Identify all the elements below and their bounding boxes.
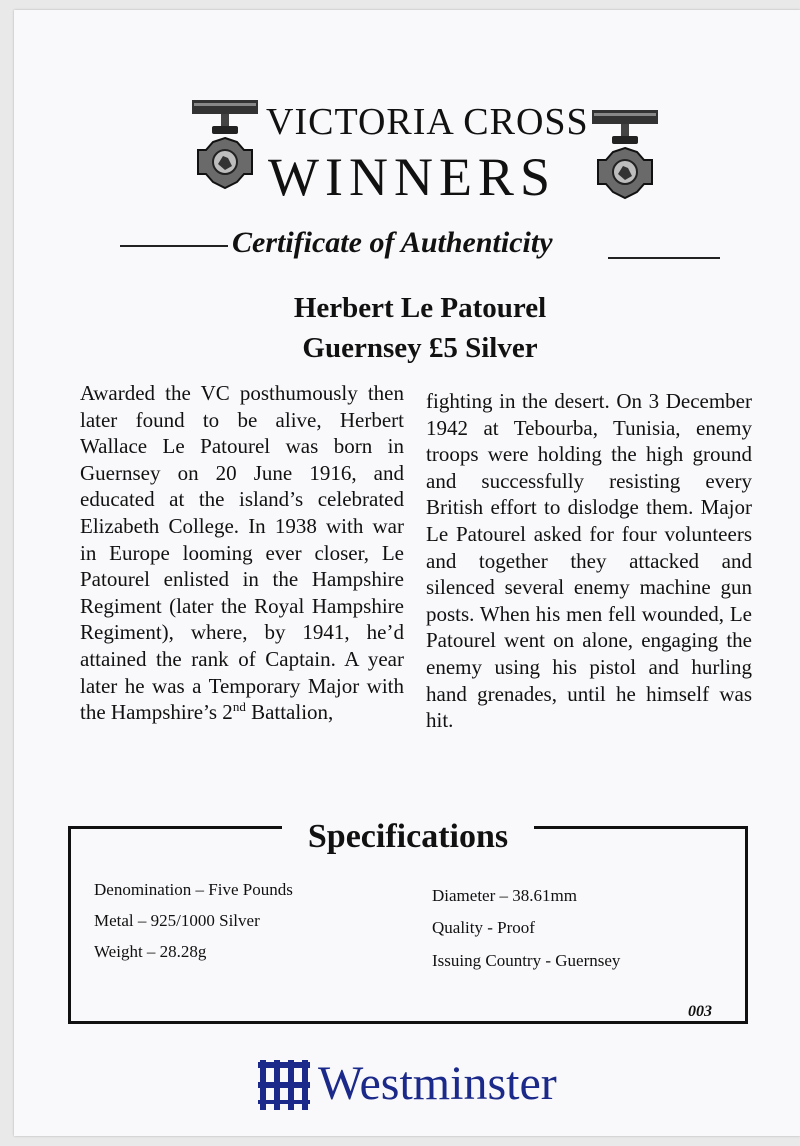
body-left-text: Awarded the VC posthumously then later found to be alive, Herbert Wallace Le Patourel was born in Guernsey on 20 June 1916, and educated at the island’s celebrated Elizabeth College. In 1938 with war in Europe looming ever closer, Le Patourel enlisted in the Hampshire Regiment (later the Royal Hampshire Regiment), where, by 1941, he’d attained the rank of Captain. A year later he was a Temporary Major with the	[80, 381, 404, 725]
subtitle-rule-left	[120, 245, 228, 247]
body-right-column: fighting in the desert. On 3 December 1942 at Tebourba, Tunisia, enemy troops were holding the high ground and successfully resisting every British effort to dislodge them. Major Le Patourel asked for four volunteers and together they attacked and silenced several enemy machine gun posts. When his men fell wounded, Le Patourel went on alone, engaging the enemy using his pistol and hurling hand grenades, until he himself was hit.	[426, 389, 752, 733]
spec-denomination: Denomination – Five Pounds	[94, 880, 293, 899]
spec-issuing-country: Issuing Country - Guernsey	[432, 951, 621, 970]
certificate-subtitle: Certificate of Authenticity	[232, 226, 553, 259]
header-title-line2: WINNERS	[268, 147, 556, 207]
spec-quality: Quality - Proof	[432, 918, 535, 937]
coin-type: Guernsey £5 Silver	[302, 332, 538, 364]
victoria-cross-medal-icon	[192, 98, 258, 208]
specifications-title: Specifications	[307, 818, 509, 855]
westminster-logo-icon	[258, 1060, 310, 1110]
header-title-line1: VICTORIA CROSS	[266, 101, 589, 143]
spec-metal: Metal – 925/1000 Silver	[94, 911, 260, 930]
body-left-end: Hampshire’s 2nd Battalion,	[110, 699, 334, 725]
body-left-column	[80, 380, 404, 726]
subtitle-rule-right	[608, 257, 720, 259]
coin-name: Herbert Le Patourel	[293, 292, 547, 324]
spec-weight: Weight – 28.28g	[94, 942, 207, 961]
victoria-cross-medal-icon	[592, 108, 658, 218]
spec-diameter: Diameter – 38.61mm	[432, 886, 577, 905]
serial-number: 003	[688, 1003, 712, 1020]
westminster-logo-text: Westminster	[318, 1057, 557, 1110]
